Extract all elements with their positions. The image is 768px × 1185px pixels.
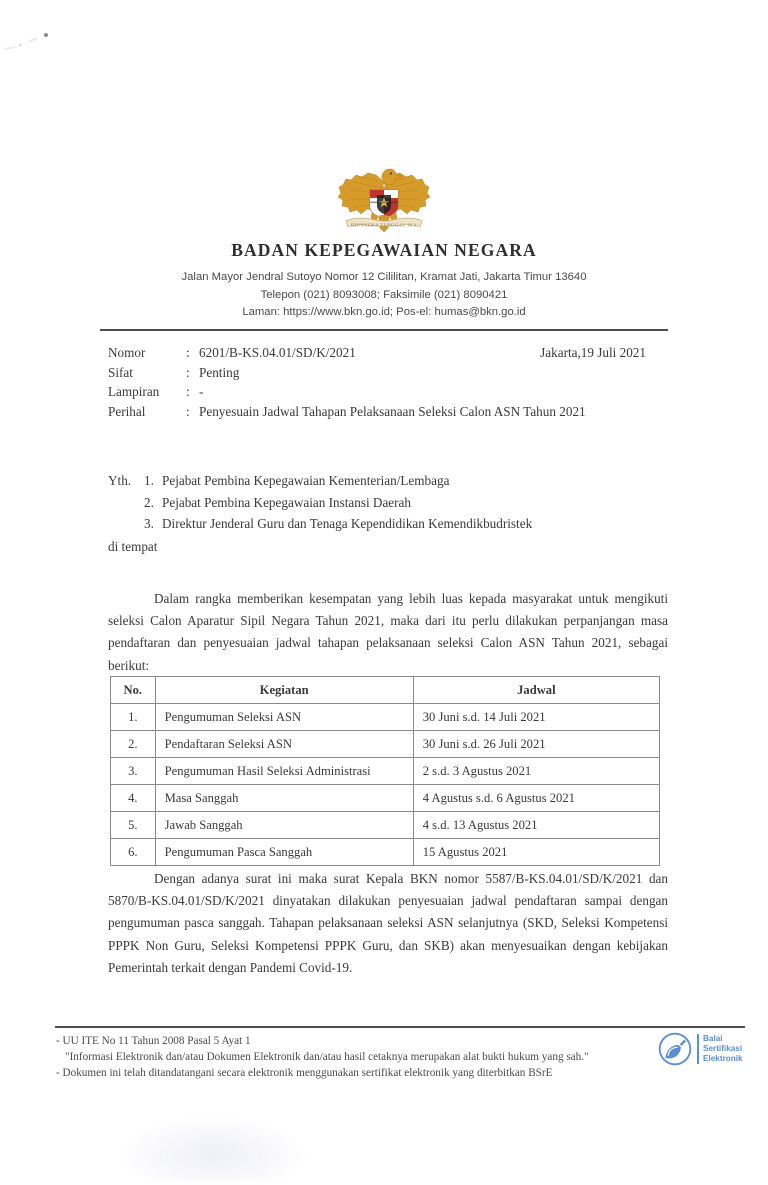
table-header-row xyxy=(111,677,660,704)
organization-name: BADAN KEPEGAWAIAN NEGARA xyxy=(231,240,537,260)
body-paragraph-1: Dalam rangka memberikan kesempatan yang lebih luas kepada masyarakat untuk mengikuti seleksi Calon Aparatur Sipil Negara Tahun 2021, maka dari itu perlu dilakukan perpanjangan masa pendaftaran dan penyesuaian jadwal tahapan pelaksanaan seleksi Calon ASN Tahun 2021, sebagai berikut: xyxy=(108,591,668,673)
table-row xyxy=(111,839,660,866)
table-row xyxy=(111,731,660,758)
column-header-no: No. xyxy=(111,677,156,704)
svg-text:BHINNEKA TUNGGAL IKA: BHINNEKA TUNGGAL IKA xyxy=(350,222,418,228)
addressee-text: Pejabat Pembina Kepegawaian Kementerian/Lembaga xyxy=(162,473,450,488)
footer-line-3: - Dokumen ini telah ditandatangani secara elektronik menggunakan sertifikat elektronik yang diterbitkan BSrE xyxy=(56,1067,553,1079)
addressee-text: Pejabat Pembina Kepegawaian Instansi Daerah xyxy=(162,494,412,510)
garuda-pancasila-icon xyxy=(0,166,768,240)
bsre-line-3: Elektronik xyxy=(703,1054,743,1064)
scan-speck xyxy=(28,37,38,42)
cell-kegiatan: Pengumuman Seleksi ASN xyxy=(155,704,413,731)
meta-colon: : xyxy=(186,403,190,419)
letterhead xyxy=(0,240,768,322)
cell-no: 2. xyxy=(111,731,156,758)
table-row xyxy=(111,785,660,812)
addressee-item xyxy=(144,470,678,492)
scan-watermark xyxy=(118,1118,308,1180)
scan-speck xyxy=(3,46,17,50)
letter-meta-block xyxy=(108,343,668,421)
address-line-3: Laman: https://www.bkn.go.id; Pos-el: humas@bkn.go.id xyxy=(242,306,526,318)
sifat-label: Sifat xyxy=(108,364,133,380)
footer-divider xyxy=(55,1026,745,1028)
cell-jadwal: 15 Agustus 2021 xyxy=(413,839,659,866)
addressee-number: 1. xyxy=(144,473,154,488)
meta-colon: : xyxy=(186,384,190,399)
meta-row-sifat xyxy=(108,363,668,383)
addressee-item xyxy=(144,492,678,514)
cell-no: 6. xyxy=(111,839,156,866)
meta-row-perihal xyxy=(108,402,668,422)
addressee-block xyxy=(108,470,678,557)
addressee-number: 2. xyxy=(144,494,154,510)
cell-kegiatan: Masa Sanggah xyxy=(155,785,413,812)
bsre-certification-badge xyxy=(658,1032,743,1066)
cell-jadwal: 2 s.d. 3 Agustus 2021 xyxy=(413,758,659,785)
address-line-2: Telepon (021) 8093008; Faksimile (021) 8090421 xyxy=(260,288,508,301)
address-line-1: Jalan Mayor Jendral Sutoyo Nomor 12 Cililitan, Kramat Jati, Jakarta Timur 13640 xyxy=(181,271,587,283)
cell-jadwal: 30 Juni s.d. 26 Juli 2021 xyxy=(413,731,659,758)
meta-colon: : xyxy=(186,345,190,360)
cell-kegiatan: Jawab Sanggah xyxy=(155,812,413,839)
cell-no: 5. xyxy=(111,812,156,839)
perihal-label: Perihal xyxy=(108,403,146,419)
lampiran-value: - xyxy=(199,384,204,399)
meta-row-nomor xyxy=(108,343,668,363)
cell-no: 3. xyxy=(111,758,156,785)
meta-colon: : xyxy=(186,364,190,380)
cell-no: 4. xyxy=(111,785,156,812)
nomor-value: 6201/B-KS.04.01/SD/K/2021 xyxy=(199,345,356,360)
bsre-logo-icon xyxy=(658,1032,692,1066)
footer-line-2: "Informasi Elektronik dan/atau Dokumen Elektronik dan/atau hasil cetaknya merupakan alat bukti hukum yang sah." xyxy=(65,1051,589,1063)
table-row xyxy=(111,704,660,731)
addressee-number: 3. xyxy=(144,516,154,531)
meta-row-lampiran xyxy=(108,382,668,402)
cell-kegiatan: Pengumuman Pasca Sanggah xyxy=(155,839,413,866)
cell-kegiatan: Pendaftaran Seleksi ASN xyxy=(155,731,413,758)
footer-line-1: - UU ITE No 11 Tahun 2008 Pasal 5 Ayat 1 xyxy=(56,1035,251,1047)
cell-jadwal: 4 s.d. 13 Agustus 2021 xyxy=(413,812,659,839)
addressee-label: Yth. xyxy=(108,473,132,488)
place-and-date: Jakarta,19 Juli 2021 xyxy=(540,345,646,360)
sifat-value: Penting xyxy=(199,364,240,380)
column-header-kegiatan: Kegiatan xyxy=(155,677,413,704)
cell-jadwal: 4 Agustus s.d. 6 Agustus 2021 xyxy=(413,785,659,812)
table-row xyxy=(111,758,660,785)
scan-speck xyxy=(44,33,48,37)
addressee-item xyxy=(144,513,678,535)
addressee-closing: di tempat xyxy=(108,538,158,554)
column-header-jadwal: Jadwal xyxy=(413,677,659,704)
bsre-line-2: Sertifikasi xyxy=(703,1043,743,1053)
cell-no: 1. xyxy=(111,704,156,731)
bsre-line-1: Balai xyxy=(703,1033,723,1043)
nomor-label: Nomor xyxy=(108,345,146,360)
addressee-text: Direktur Jenderal Guru dan Tenaga Kependidikan Kemendikbudristek xyxy=(162,516,533,531)
footer-notes xyxy=(56,1033,656,1081)
table-row xyxy=(111,812,660,839)
letterhead-divider xyxy=(100,329,668,331)
perihal-value: Penyesuain Jadwal Tahapan Pelaksanaan Seleksi Calon ASN Tahun 2021 xyxy=(199,403,586,419)
schedule-table xyxy=(110,676,660,866)
cell-kegiatan: Pengumuman Hasil Seleksi Administrasi xyxy=(155,758,413,785)
scan-speck xyxy=(19,44,23,47)
lampiran-label: Lampiran xyxy=(108,384,160,399)
cell-jadwal: 30 Juni s.d. 14 Juli 2021 xyxy=(413,704,659,731)
body-paragraph-2: Dengan adanya surat ini maka surat Kepala BKN nomor 5587/B-KS.04.01/SD/K/2021 dan 5870/B-KS.04.01/SD/K/2021 dinyatakan dilakukan penyesuaian jadwal pendaftaran sampai dengan pengumuman pasca sanggah. Tahapan pelaksanaan seleksi ASN selanjutnya (SKD, Seleksi Kompetensi PPPK Non Guru, Seleksi Kompetensi PPPK Guru, dan SKB) akan menyesuaikan dengan kebijakan Pemerintah terkait dengan Pandemi Covid-19. xyxy=(108,871,668,975)
